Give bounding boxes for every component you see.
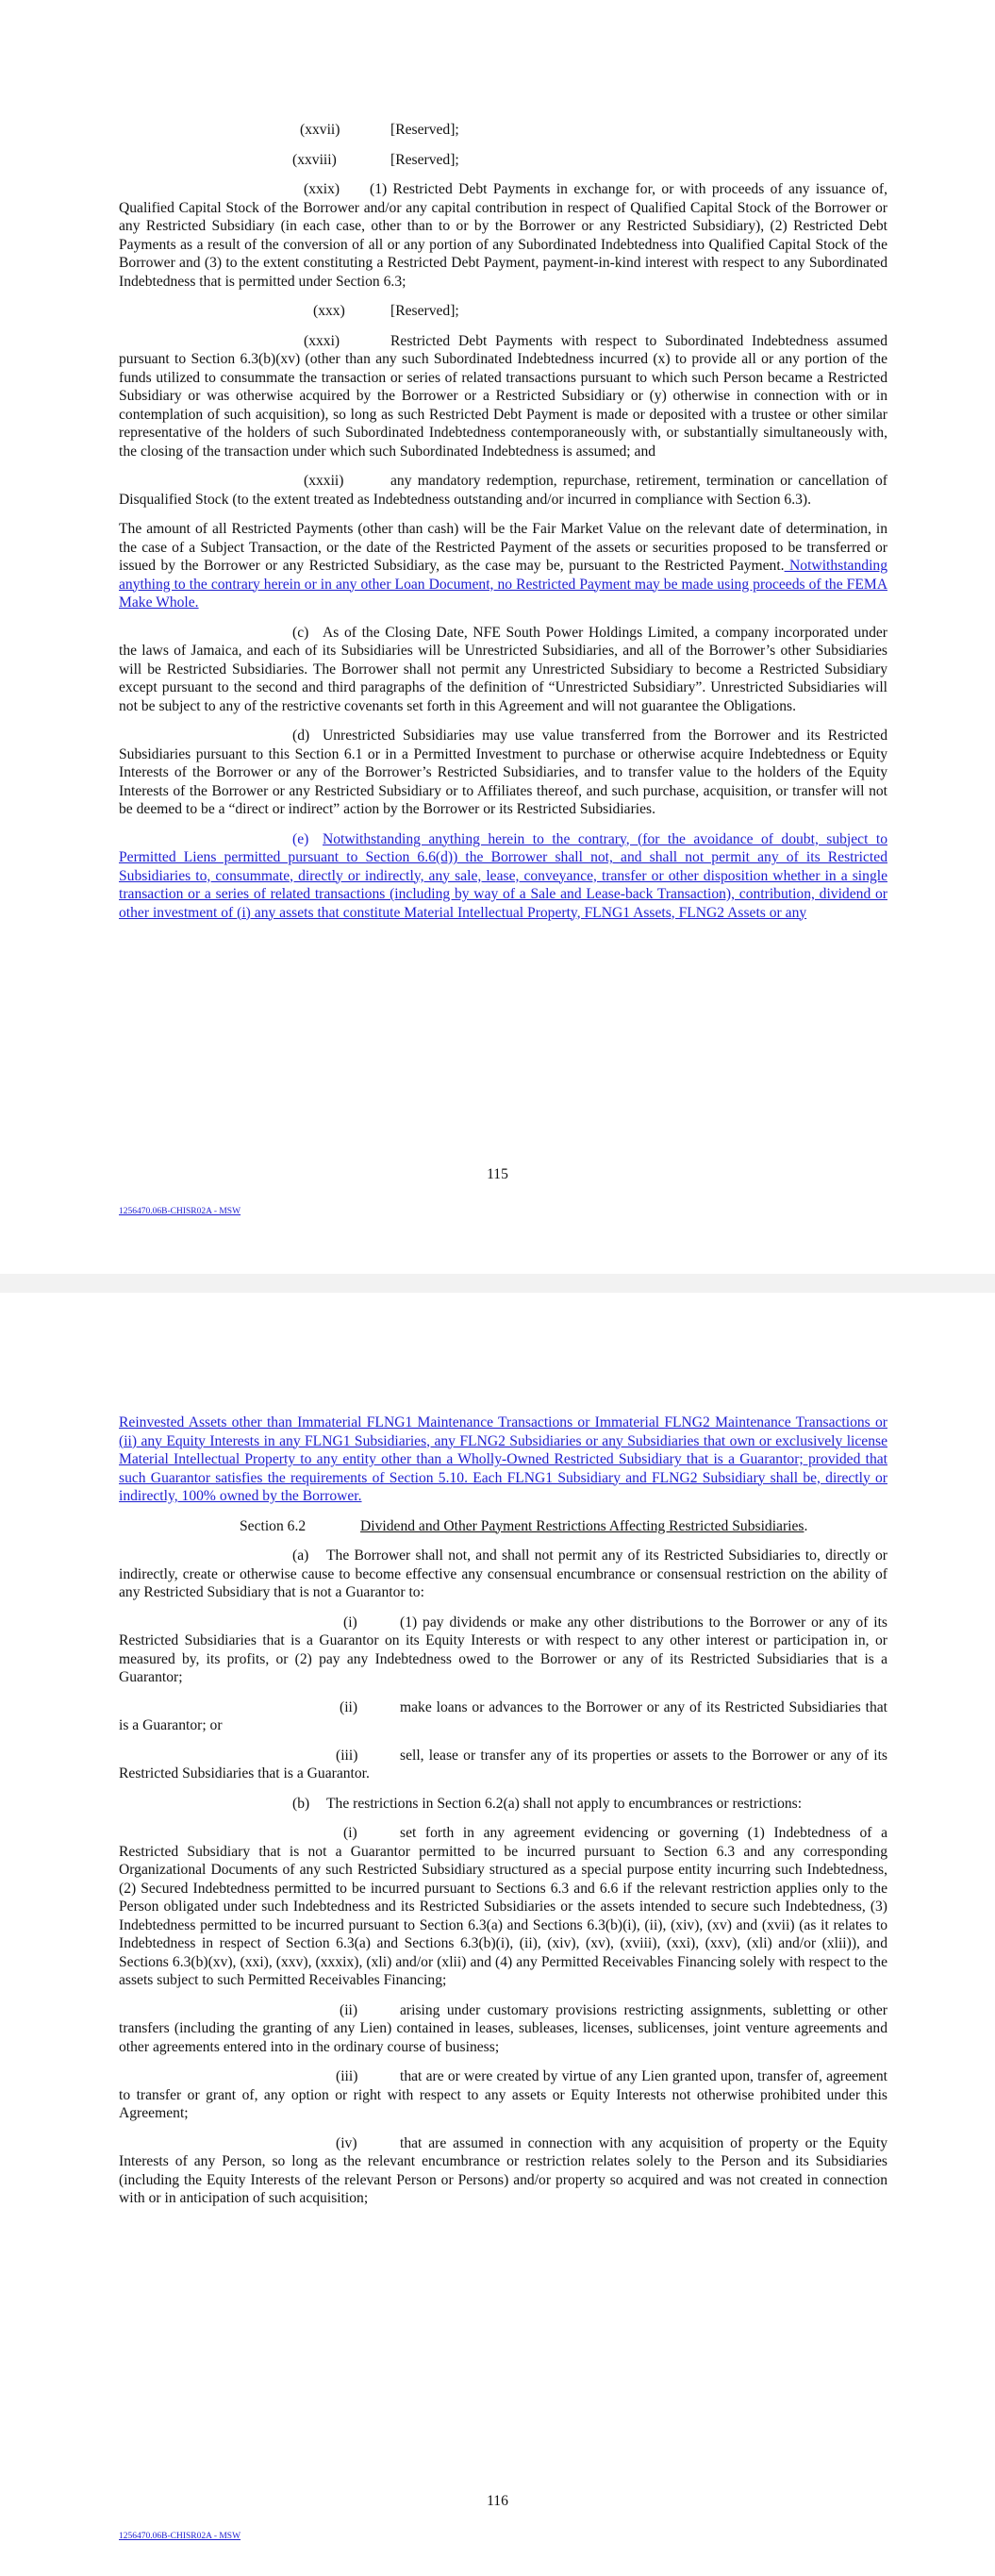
clause-label: (xxix): [304, 181, 340, 197]
section-title-end: .: [804, 1517, 808, 1534]
clause-xxix: [119, 180, 887, 291]
restricted-payments-amount-paragraph: [119, 520, 887, 612]
clause-label: (i): [343, 1614, 357, 1631]
clause-label: (ii): [340, 1698, 358, 1715]
clause-e-continuation: Reinvested Assets other than Immaterial FLNG1 Maintenance Transactions or Immaterial FLNG2 Maintenance Transactions or (ii) any Equity Interests in any FLNG1 Subsidiaries, any FLNG2 Subsidiaries or any Subsidiaries that own or exclusively license Material Intellectual Property to any entity other than a Wholly-Owned Restricted Subsidiary that is a Guarantor; provided that such Guarantor satisfies the requirements of Section 5.10. Each FLNG1 Subsidiary and FLNG2 Subsidiary shall be, directly or indirectly, 100% owned by the Borrower.: [119, 1414, 887, 1504]
clause-label: (iv): [336, 2134, 357, 2151]
clause-text: any mandatory redemption, repurchase, retirement, termination or cancellation of Disqualified Stock (to the extent treated as Indebtedness outstanding and/or incurred in compliance with Section 6.3).: [119, 473, 887, 508]
clause-xxx: [119, 302, 887, 321]
inserted-text: Notwithstanding anything to the contrary herein or in any other Loan Document, no Restricted Payment may be made using proceeds of the FEMA Make Whole.: [119, 558, 888, 611]
clause-label: (xxvii): [300, 122, 340, 138]
clause-a-iii: [119, 1747, 887, 1783]
clause-text: sell, lease or transfer any of its properties or assets to the Borrower or any of its Restricted Subsidiaries that is a Guarantor.: [119, 1747, 887, 1781]
section-title: Dividend and Other Payment Restrictions Affecting Restricted Subsidiaries: [360, 1517, 804, 1534]
clause-text: As of the Closing Date, NFE South Power Holdings Limited, a company incorporated under the laws of Jamaica, and each of its Subsidiaries will be Unrestricted Subsidiaries, and all of the Borrower’s other Subsidiaries will be Restricted Subsidiaries. The Borrower shall not permit any Unrestricted Subsidiary to become a Restricted Subsidiary except pursuant to the second and third paragraphs of the definition of “Unrestricted Subsidiary”. Unrestricted Subsidiaries will not be subject to any of the restrictive covenants set forth in this Agreement and will not guarantee the Obligations.: [119, 624, 887, 714]
clause-label: (iii): [336, 2068, 358, 2084]
clause-b-ii: [119, 2001, 887, 2057]
page-number: 115: [487, 1166, 508, 1182]
clause-b: [119, 1795, 887, 1814]
document-page-115: [0, 0, 995, 1274]
clause-label: (xxx): [313, 303, 345, 319]
clause-text: Restricted Debt Payments with respect to Subordinated Indebtedness assumed pursuant to Section 6.3(b)(xv) (other than any such Subordinated Indebtedness incurred (x) to provide all or any portion of the funds utilized to consummate the transaction or series of related transactions pursuant to which such Person became a Restricted Subsidiary or was otherwise acquired by the Borrower or a Restricted Subsidiary or (y) otherwise in connection with or in contemplation of such acquisition), so long as such Restricted Debt Payment is made or deposited with a trustee or other similar representative of the holders of such Subordinated Indebtedness contemporaneously with, or substantially simultaneously with, the closing of the transaction under which such Subordinated Indebtedness is assumed; and: [119, 332, 887, 460]
document-footer-id: 1256470.06B-CHISR02A - MSW: [119, 1207, 241, 1216]
clause-label: (a): [292, 1547, 309, 1564]
clause-label: (e): [292, 830, 309, 847]
clause-text: [Reserved];: [390, 151, 459, 168]
clause-a-ii: [119, 1698, 887, 1735]
clause-a: [119, 1547, 887, 1602]
clause-label: (ii): [340, 2001, 358, 2018]
section-number: Section 6.2: [240, 1517, 307, 1534]
clause-xxviii: [119, 151, 887, 170]
document-footer-id: 1256470.06B-CHISR02A - MSW: [119, 2532, 241, 2541]
page-116-body: [119, 1413, 887, 2219]
clause-label: (d): [292, 728, 310, 744]
clause-text: The restrictions in Section 6.2(a) shall not apply to encumbrances or restrictions:: [326, 1795, 803, 1812]
clause-text: that are or were created by virtue of any Lien granted upon, transfer of, agreement to transfer or grant of, any option or right with respect to any assets or Equity Interests not otherwise prohibited under this Agreement;: [119, 2068, 887, 2121]
clause-text: that are assumed in connection with any acquisition of property or the Equity Interests of any Person, so long as the relevant encumbrance or restriction relates solely to the Person and its Subsidiaries (including the Equity Interests of the relevant Person or Persons) and/or property so acquired and was not created in connection with or in anticipation of such acquisition;: [119, 2134, 887, 2206]
clause-label: (iii): [336, 1747, 358, 1764]
clause-text: The Borrower shall not, and shall not permit any of its Restricted Subsidiaries to, directly or indirectly, create or otherwise cause to become effective any consensual encumbrance or consensual restriction on the ability of any Restricted Subsidiary that is not a Guarantor to:: [119, 1547, 887, 1600]
clause-text: (1) pay dividends or make any other distributions to the Borrower or any of its Restricted Subsidiaries that is a Guarantor on its Equity Interests or with respect to any other interest or participation in, or measured by, its profits, or (2) pay any Indebtedness owed to the Borrower or any of its Restricted Subsidiaries that is a Guarantor;: [119, 1614, 887, 1685]
clause-a-i: [119, 1614, 887, 1687]
document-page-116: [0, 1293, 995, 2576]
clause-label: (b): [292, 1795, 310, 1812]
clause-b-i: [119, 1824, 887, 1990]
clause-xxxi: [119, 332, 887, 461]
clause-label: (xxxi): [304, 332, 340, 349]
clause-c: [119, 624, 887, 716]
clause-text: [Reserved];: [390, 303, 459, 319]
clause-text: make loans or advances to the Borrower or any of its Restricted Subsidiaries that is a Guarantor; or: [119, 1698, 887, 1733]
clause-text: Notwithstanding anything herein to the contrary, (for the avoidance of doubt, subject to Permitted Liens permitted pursuant to Section 6.6(d)) the Borrower shall not, and shall not permit any of its Restricted Subsidiaries to, consummate, directly or indirectly, any sale, lease, conveyance, transfer or other disposition whether in a single transaction or a series of related transactions (including by way of a Sale and Lease-back Transaction), contribution, dividend or other investment of (i) any assets that constitute Material Intellectual Property, FLNG1 Assets, FLNG2 Assets or any: [119, 830, 887, 921]
clause-b-iv: [119, 2134, 887, 2208]
clause-label: (xxxii): [304, 473, 344, 489]
clause-xxxii: [119, 472, 887, 509]
page-115-body: [119, 121, 887, 933]
paragraph-text: The amount of all Restricted Payments (other than cash) will be the Fair Market Value on the relevant date of determination, in the case of a Subject Transaction, or the date of the Restricted Payment of the assets or securities proposed to be transferred or issued by the Borrower or any Restricted Subsidiary, as the case may be, pursuant to the Restricted Payment.: [119, 521, 887, 574]
section-6-2-heading: [119, 1517, 887, 1536]
clause-text: (1) Restricted Debt Payments in exchange for, or with proceeds of any issuance of, Qualified Capital Stock of the Borrower and/or any capital contribution in respect of Qualified Capital Stock of the Borrower or any Restricted Subsidiary (in each case, other than to or by the Borrower or any Restricted Subsidiary), (2) Restricted Debt Payments as a result of the conversion of all or any portion of any Subordinated Indebtedness into Qualified Capital Stock of the Borrower and (3) to the extent constituting a Restricted Debt Payment, payment-in-kind interest with respect to any Subordinated Indebtedness that is permitted under Section 6.3;: [119, 181, 887, 290]
clause-label: (c): [292, 624, 309, 641]
clause-b-iii: [119, 2067, 887, 2123]
clause-text: Unrestricted Subsidiaries may use value transferred from the Borrower and its Restricted Subsidiaries pursuant to this Section 6.1 or in a Permitted Investment to purchase or otherwise acquire Indebtedness or Equity Interests of the Borrower or any of the Borrower’s Restricted Subsidiaries, and to transfer value to the holders of the Equity Interests of the Borrower or any Restricted Subsidiary or to Affiliates thereof, and such purchase, acquisition, or transfer will not be deemed to be a “direct or indirect” action by the Borrower or its Restricted Subsidiaries.: [119, 728, 887, 817]
clause-label: (i): [343, 1825, 357, 1841]
clause-label: (xxviii): [292, 151, 337, 168]
clause-text: arising under customary provisions restricting assignments, subletting or other transfers (including the granting of any Lien) contained in leases, subleases, licenses, sublicenses, joint venture agreements and other agreements entered into in the ordinary course of business;: [119, 2001, 887, 2055]
page-number: 116: [487, 2493, 508, 2509]
clause-text: [Reserved];: [390, 122, 459, 138]
clause-text: set forth in any agreement evidencing or governing (1) Indebtedness of a Restricted Subsidiary that is not a Guarantor permitted to be incurred pursuant to Section 6.3 and any corresponding Organizational Documents of any such Restricted Subsidiary structured as a special purpose entity incurring such Indebtedness, (2) Secured Indebtedness permitted to be incurred pursuant to Sections 6.3 and 6.6 if the relevant restriction applies only to the Person obligated under such Indebtedness and its Restricted Subsidiaries or the assets intended to secure such Indebtedness, (3) Indebtedness permitted to be incurred pursuant to Section 6.3(a) and Sections 6.3(b)(i), (ii), (xiv), (xv) and (xvii) (as it relates to Indebtedness in respect of Section 6.3(a) and Sections 6.3(b)(i), (ii), (xiv), (xv), (xviii), (xxi), (xxv), (xli) and/or (xlii)), and Sections 6.3(b)(xv), (xxi), (xxv), (xxxix), (xli) and/or (xlii) and (4) any Permitted Receivables Financing solely with respect to the assets subject to such Permitted Receivables Financing;: [119, 1825, 887, 1988]
clause-e: [119, 830, 887, 923]
clause-d: [119, 727, 887, 819]
clause-xxvii: [119, 121, 887, 140]
